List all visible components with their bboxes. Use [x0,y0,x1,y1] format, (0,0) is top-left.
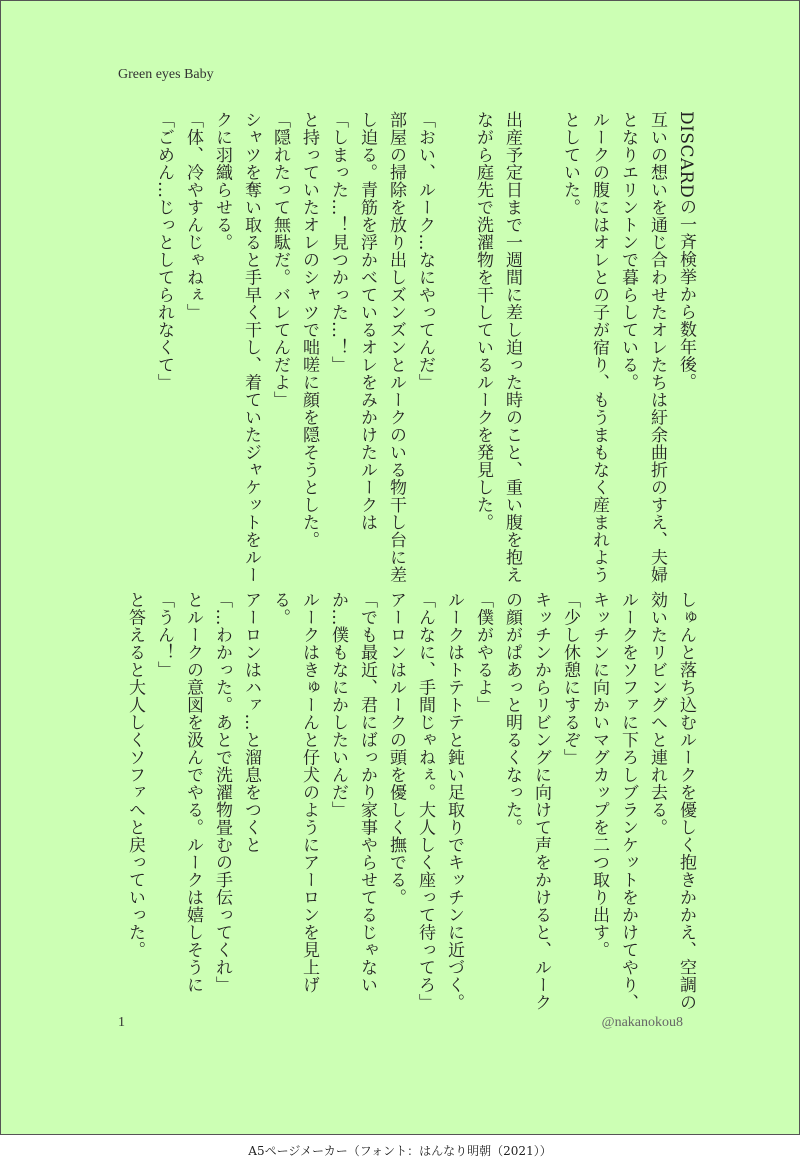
text-line: ルークはきゅーんと仔犬のようにアーロンを見上げる。 [270,591,319,994]
text-line: 「僕がやるよ」 [473,591,493,714]
text-line: シャツを奪い取ると手早く干し、着ていたジャケットをルークに羽織らせる。 [212,111,261,584]
text-line: 「でも最近、君にばっかり家事やらせてるじゃないか…僕もなにかしたいんだ」 [328,591,377,994]
text-line: 「んなに、手間じゃねぇ。大人しく座って待ってろ」 [415,591,435,1011]
text-line: 「体、冷やすんじゃねぇ」 [183,111,203,321]
page-title: Green eyes Baby [118,67,214,82]
upper-text-block [149,111,700,591]
blank-line [439,111,468,591]
text-line: ルークの腹にはオレとの子が宿り、もうまもなく産まれようとしていた。 [560,111,609,584]
footer-credit: A5ページメーカー（フォント：はんなり明朝（2021）） [248,1144,552,1158]
text-line: とルークの意図を汲んでやる。ルークは嬉しそうに [183,591,203,994]
text-line: キッチンからリビングに向けて声をかけると、ルークの顔がぱあっと明るくなった。 [502,591,551,1011]
text-line: ルークをソファに下ろしブランケットをかけてやり、キッチンに向かいマグカップを二つ取り出す。 [589,591,638,1011]
text-line: アーロンはルークの頭を優しく撫でる。 [386,591,406,906]
page-number: 1 [118,1015,125,1030]
text-line: 部屋の掃除を放り出しズンズンとルークのいる物干し台に差し迫る。青筋を浮かべているオレをみかけたルークは [357,111,406,584]
text-line: 「少し休憩にするぞ」 [560,591,580,766]
text-line: 互いの想いを通じ合わせたオレたちは紆余曲折のすえ、夫婦となりエリントンで暮らしている。 [618,111,667,584]
lower-text-block [120,591,700,1011]
text-line: ルークはトテトテと鈍い足取りでキッチンに近づく。 [444,591,464,1011]
text-line: 「…わかった。あとで洗濯物畳むの手伝ってくれ」 [212,591,232,994]
text-line: と持っていたオレのシャツで咄嗟に顔を隠そうとした。 [299,111,319,549]
text-line: 「しまった…！見つかった…！」 [328,111,348,374]
text-line: 「おい、ルーク…なにやってんだ」 [415,111,435,391]
blank-line [526,111,555,591]
text-line: アーロンはハァ…と溜息をつくと [241,591,261,854]
author-handle: @nakanokou8 [601,1015,683,1030]
text-line: しゅんと落ち込むルークを優しく抱きかかえ、空調の効いたリビングへと連れ去る。 [647,591,696,1011]
text-line: 「ごめん…じっとしてられなくて」 [154,111,174,391]
text-line: DISCARDの一斉検挙から数年後。 [676,111,696,391]
text-line: と答えると大人しくソファへと戻っていった。 [125,591,145,959]
text-line: 「隠れたって無駄だ。バレてんだよ」 [270,111,290,409]
text-line: 出産予定日まで一週間に差し迫った時のこと、重い腹を抱えながら庭先で洗濯物を干しているルークを発見した。 [473,111,522,584]
text-line: 「うん！」 [154,591,174,679]
